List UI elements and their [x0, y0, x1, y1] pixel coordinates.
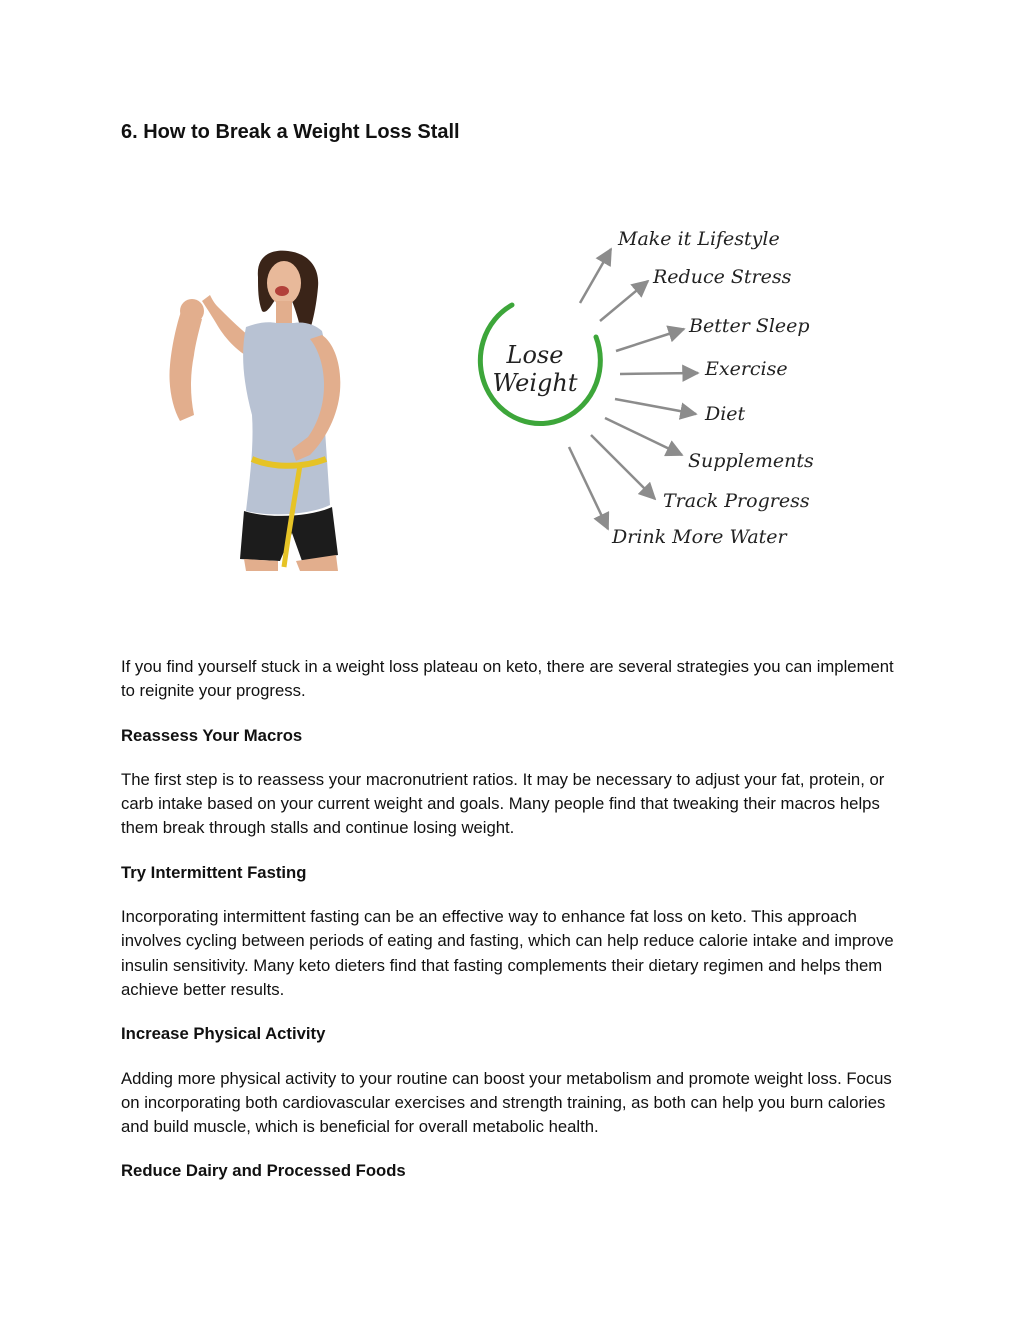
arrow-icon	[620, 373, 698, 374]
section-heading-macros: Reassess Your Macros	[121, 725, 303, 745]
branch-label-track-progress: Track Progress	[663, 490, 810, 512]
branch-label-lifestyle: Make it Lifestyle	[618, 228, 780, 250]
branch-label-diet: Diet	[705, 403, 746, 425]
section-body-activity: Adding more physical activity to your routine can boost your metabolism and promote weight loss. Focus on incorporating both cardiovascular exercises and strength training, as both can help you burn calories and build muscle, which is beneficial for overall metabolic health.	[121, 1068, 892, 1137]
branch-label-supplements: Supplements	[688, 450, 814, 472]
lose-weight-diagram	[480, 228, 814, 548]
woman-measuring-waist-photo	[169, 251, 340, 571]
arrow-icon	[569, 447, 608, 529]
article-body	[121, 655, 901, 1204]
center-label-lose: Lose	[506, 341, 564, 369]
branch-label-drink-water: Drink More Water	[612, 526, 787, 548]
section-heading-fasting: Try Intermittent Fasting	[121, 862, 307, 882]
section-heading-dairy: Reduce Dairy and Processed Foods	[121, 1161, 406, 1181]
weight-loss-illustration	[160, 215, 860, 585]
branch-label-stress: Reduce Stress	[653, 266, 792, 288]
branch-label-exercise: Exercise	[705, 358, 788, 380]
center-label-weight: Weight	[492, 369, 578, 397]
section-heading-activity: Increase Physical Activity	[121, 1024, 326, 1044]
branch-label-sleep: Better Sleep	[689, 315, 810, 337]
arrow-icon	[605, 418, 682, 455]
arrow-icon	[616, 329, 684, 351]
section-body-macros: The first step is to reassess your macronutrient ratios. It may be necessary to adjust your fat, protein, or carb intake based on your current weight and goals. Many people find that tweaking their macros helps them break through stalls and continue losing weight.	[121, 769, 885, 838]
arrow-icon	[615, 399, 696, 414]
arrow-icon-group	[569, 249, 698, 529]
arrow-icon	[591, 435, 655, 499]
page-title: 6. How to Break a Weight Loss Stall	[121, 121, 460, 143]
section-body-fasting: Incorporating intermittent fasting can be an effective way to enhance fat loss on keto. This approach involves cycling between periods of eating and fasting, which can help reduce calorie intake and improve insulin sensitivity. Many keto dieters find that fasting complements their dietary regimen and helps them achieve better results.	[121, 907, 894, 999]
intro-paragraph: If you find yourself stuck in a weight loss plateau on keto, there are several strategies you can implement to reignite your progress.	[121, 657, 894, 701]
arrow-icon	[580, 249, 611, 303]
arrow-icon	[600, 281, 648, 321]
